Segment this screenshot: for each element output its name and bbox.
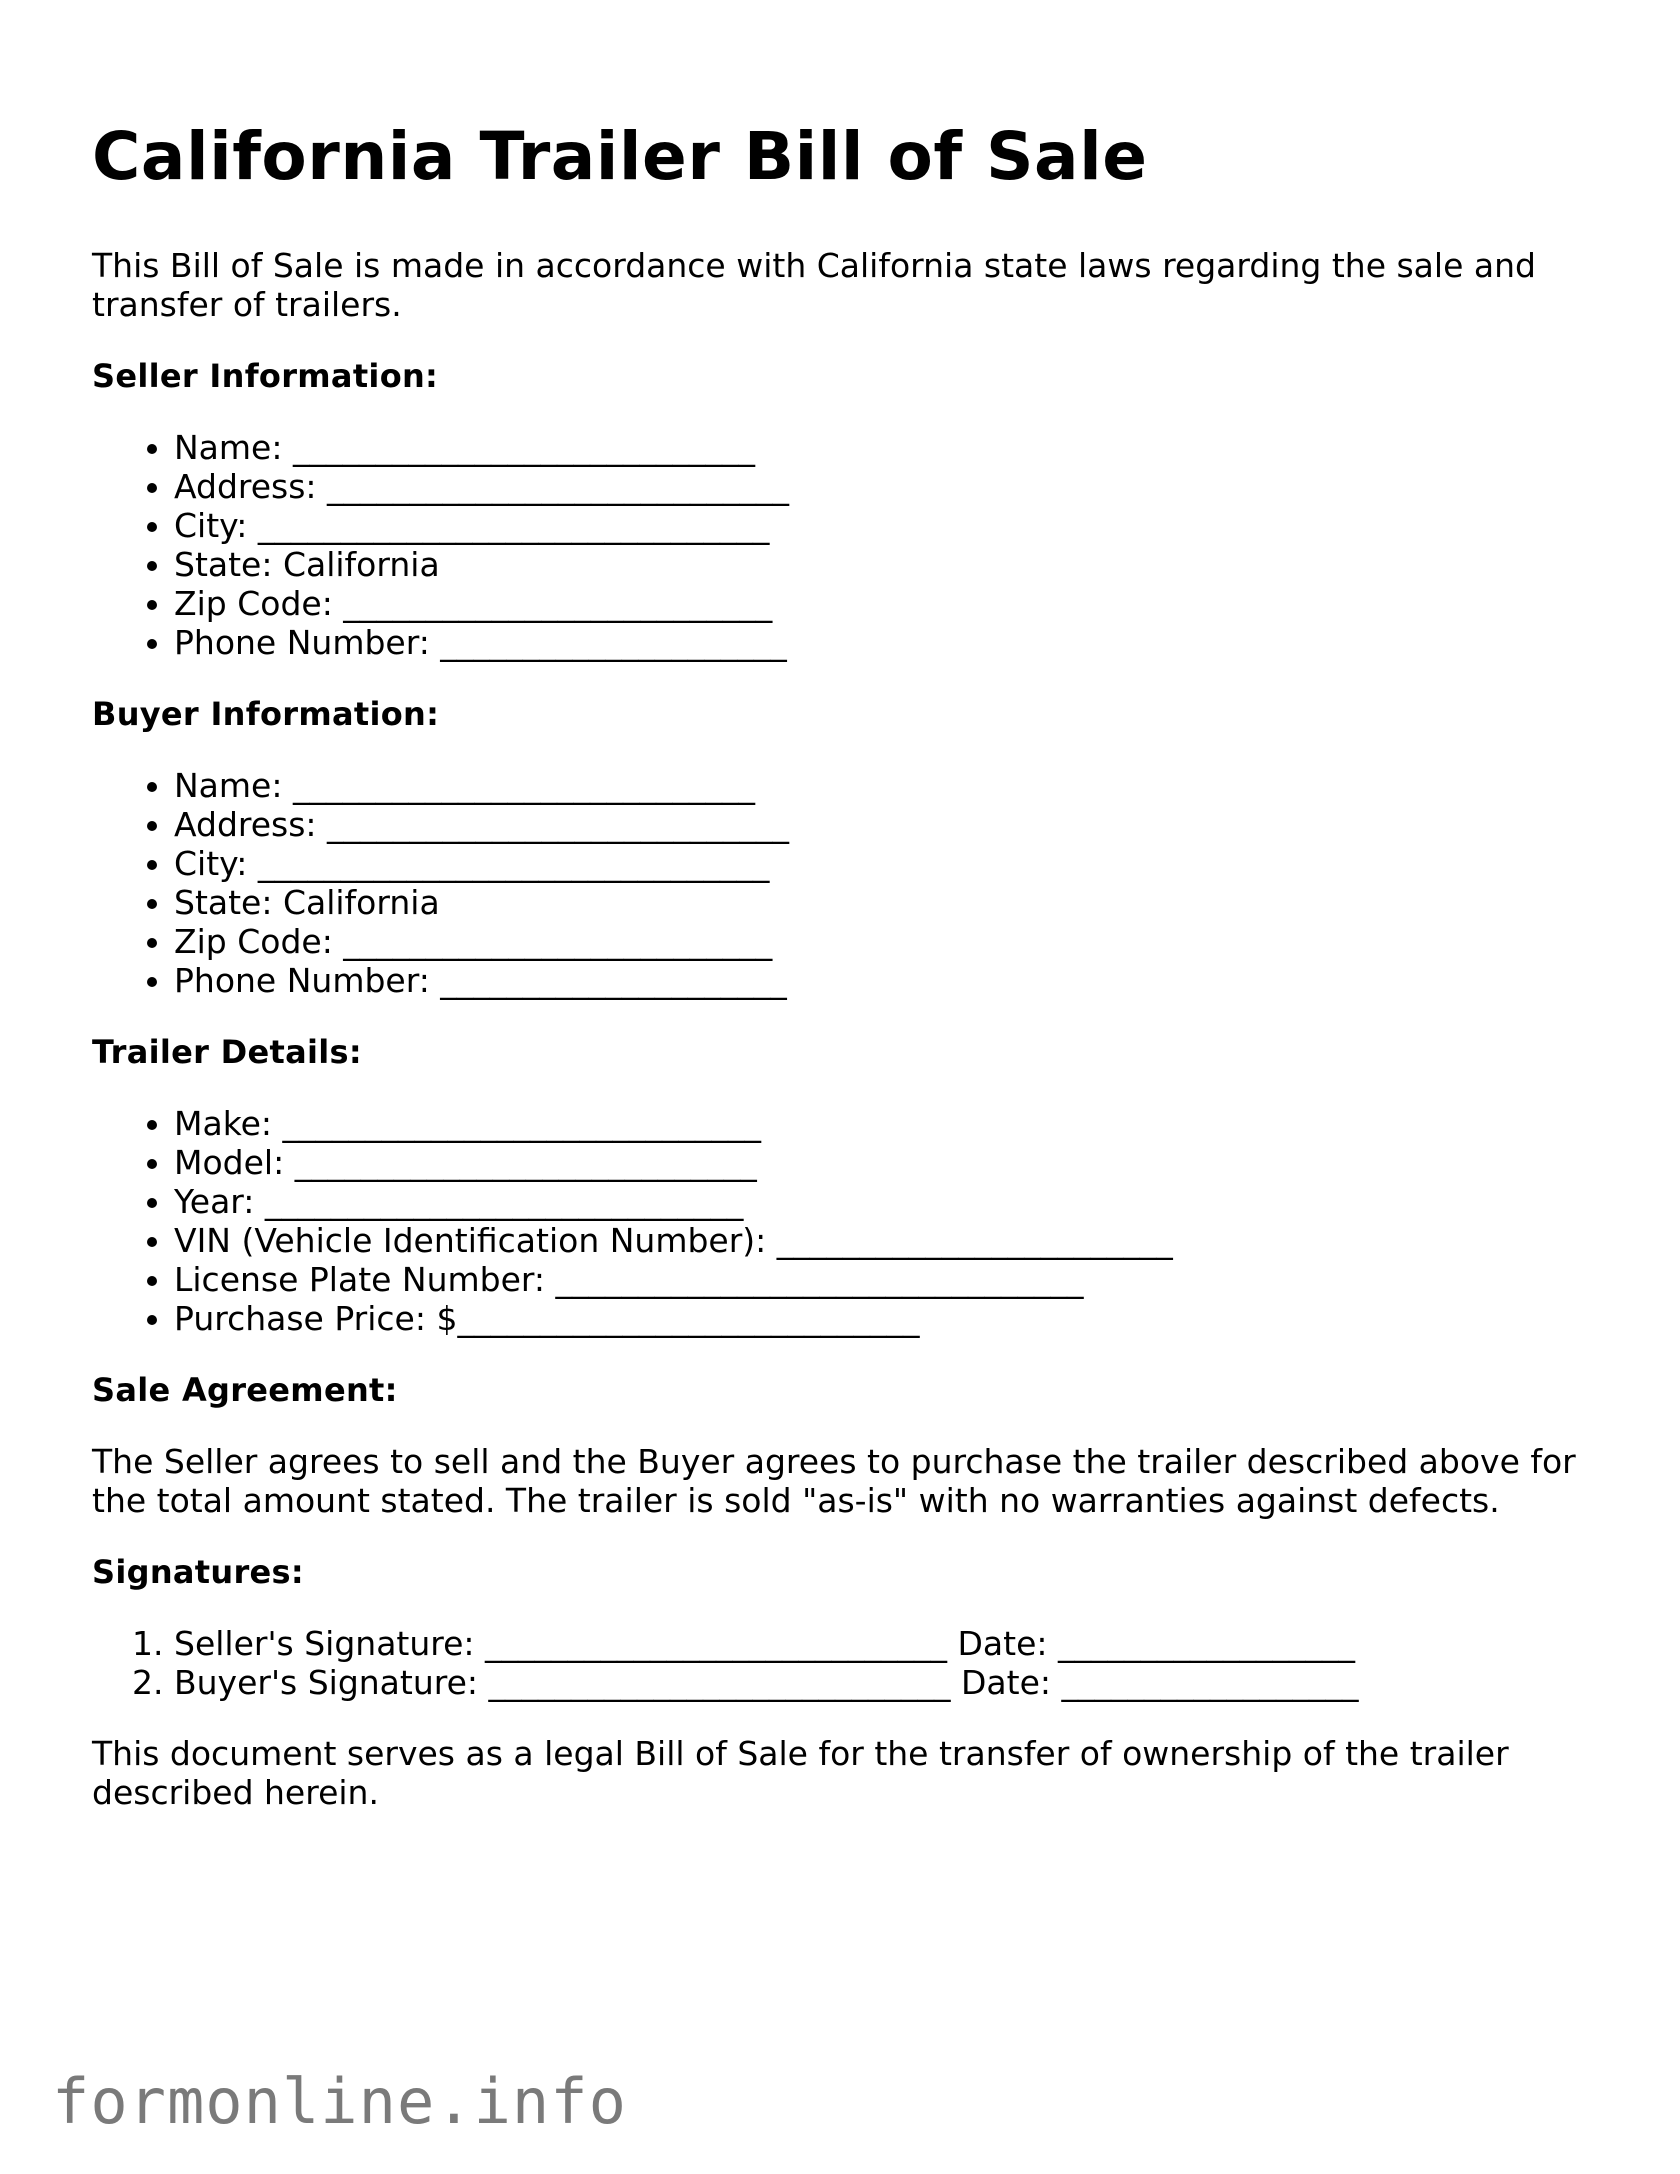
signatures-heading: Signatures: [92, 1553, 305, 1591]
seller-list [92, 428, 1612, 662]
buyer-city-field[interactable]: • City: _______________________________ [174, 844, 1612, 883]
trailer-vin-field[interactable]: • VIN (Vehicle Identification Number): ________________________ [174, 1221, 1612, 1260]
signatures-list [92, 1624, 1612, 1702]
buyer-signature-line[interactable]: 2. Buyer's Signature: ____________________________ Date: __________________ [174, 1663, 1612, 1702]
intro-paragraph: This Bill of Sale is made in accordance with California state laws regarding the sale and transfer of trailers. [92, 246, 1536, 324]
buyer-address-field[interactable]: • Address: ____________________________ [174, 805, 1612, 844]
closing-paragraph: This document serves as a legal Bill of Sale for the transfer of ownership of the trailer described herein. [92, 1734, 1509, 1812]
buyer-list [92, 766, 1612, 1000]
watermark-text: formonline.info [52, 2065, 627, 2138]
trailer-list [92, 1104, 1612, 1338]
seller-address-field[interactable]: • Address: ____________________________ [174, 467, 1612, 506]
document-page [92, 112, 1612, 1812]
buyer-name-field[interactable]: • Name: ____________________________ [174, 766, 1612, 805]
agreement-paragraph: The Seller agrees to sell and the Buyer agrees to purchase the trailer described above for the total amount stated. The trailer is sold "as-is" with no warranties against defects. [92, 1442, 1576, 1520]
trailer-model-field[interactable]: • Model: ____________________________ [174, 1143, 1612, 1182]
buyer-heading: Buyer Information: [92, 695, 440, 733]
trailer-year-field[interactable]: • Year: _____________________________ [174, 1182, 1612, 1221]
trailer-plate-field[interactable]: • License Plate Number: ________________________________ [174, 1260, 1612, 1299]
trailer-make-field[interactable]: • Make: _____________________________ [174, 1104, 1612, 1143]
seller-heading: Seller Information: [92, 357, 439, 395]
seller-name-field[interactable]: • Name: ____________________________ [174, 428, 1612, 467]
seller-zip-field[interactable]: • Zip Code: __________________________ [174, 584, 1612, 623]
seller-phone-field[interactable]: • Phone Number: _____________________ [174, 623, 1612, 662]
seller-city-field[interactable]: • City: _______________________________ [174, 506, 1612, 545]
trailer-price-field[interactable]: • Purchase Price: $____________________________ [174, 1299, 1612, 1338]
buyer-zip-field[interactable]: • Zip Code: __________________________ [174, 922, 1612, 961]
seller-state-field: • State: California [174, 545, 1612, 584]
buyer-phone-field[interactable]: • Phone Number: _____________________ [174, 961, 1612, 1000]
seller-signature-line[interactable]: 1. Seller's Signature: ____________________________ Date: __________________ [174, 1624, 1612, 1663]
trailer-heading: Trailer Details: [92, 1033, 362, 1071]
agreement-heading: Sale Agreement: [92, 1371, 398, 1409]
document-title: California Trailer Bill of Sale [92, 118, 1148, 195]
buyer-state-field: • State: California [174, 883, 1612, 922]
